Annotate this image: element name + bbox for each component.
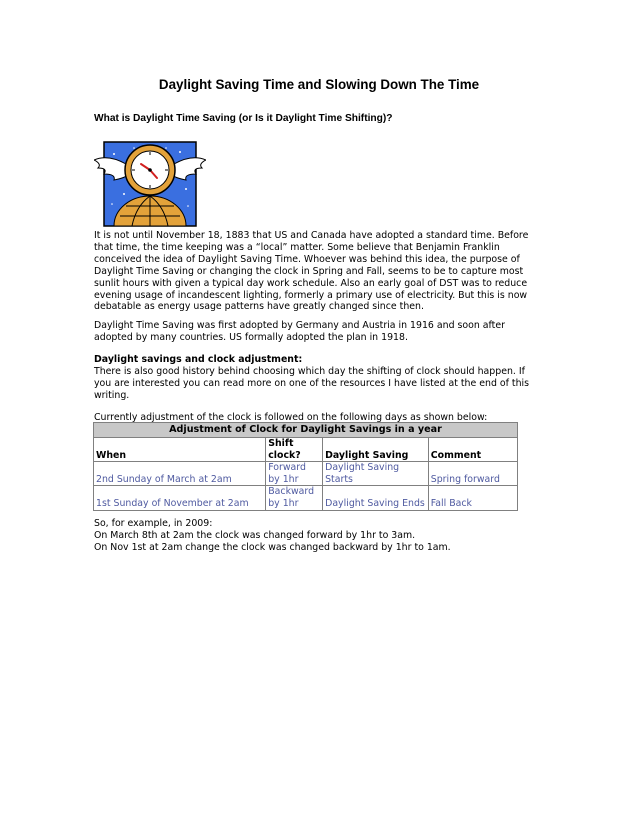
section-heading: What is Daylight Time Saving (or Is it Daylight Time Shifting)? — [94, 113, 393, 124]
table-cell: Spring forward — [428, 462, 517, 486]
table-header-comment: Comment — [428, 438, 517, 462]
table-header-daylight-saving: Daylight Saving — [323, 438, 429, 462]
table-cell: Fall Back — [428, 486, 517, 510]
paragraph-heading: Daylight savings and clock adjustment: — [94, 354, 303, 365]
table-cell: Daylight Saving Ends — [323, 486, 429, 510]
table-cell: 2nd Sunday of March at 2am — [94, 462, 266, 486]
paragraph-history: It is not until November 18, 1883 that US and Canada have adopted a standard time. Before that time, the time keeping was a “local” matter. Some believe that Benjamin Franklin conceived the idea of Daylight Saving Time. Whoever was behind this idea, the purpose of Daylight Time Saving or changing the clock in Spring and Fall, seems to be to capture most sunlit hours with given a typical day work schedule. Also an early goal of DST was to reduce evening usage of incandescent lighting, formerly a primary use of electricity. But this is now debatable as energy usage patterns have greatly changed since then. — [94, 230, 529, 313]
table-cell: 1st Sunday of November at 2am — [94, 486, 266, 510]
table-row — [94, 486, 518, 510]
clock-adjustment-table — [93, 422, 518, 511]
paragraph-adjustment — [94, 354, 540, 402]
table-header-when: When — [94, 438, 266, 462]
paragraph-adoption: Daylight Time Saving was first adopted by Germany and Austria in 1916 and soon after adopted by many countries. US formally adopted the plan in 1918. — [94, 320, 505, 343]
table-cell: Forward by 1hr — [266, 462, 323, 486]
table-header-shift: Shift clock? — [266, 438, 323, 462]
paragraph-example — [94, 518, 540, 554]
paragraph-table-intro: Currently adjustment of the clock is followed on the following days as shown below: — [94, 412, 488, 423]
table-caption: Adjustment of Clock for Daylight Savings in a year — [94, 423, 518, 438]
table-cell: Daylight Saving Starts — [323, 462, 429, 486]
example-line: On Nov 1st at 2am change the clock was changed backward by 1hr to 1am. — [94, 541, 451, 553]
page-title: Daylight Saving Time and Slowing Down The Time — [158, 77, 480, 92]
winged-clock-globe-icon — [94, 134, 206, 230]
paragraph-adjustment-text: There is also good history behind choosing which day the shifting of clock should happen. If you are interested you can read more on one of the resources I have listed at the end of this writing. — [94, 365, 529, 401]
example-line: On March 8th at 2am the clock was changed forward by 1hr to 3am. — [94, 529, 416, 541]
example-line: So, for example, in 2009: — [94, 518, 213, 529]
table-row — [94, 462, 518, 486]
table-cell: Backward by 1hr — [266, 486, 323, 510]
